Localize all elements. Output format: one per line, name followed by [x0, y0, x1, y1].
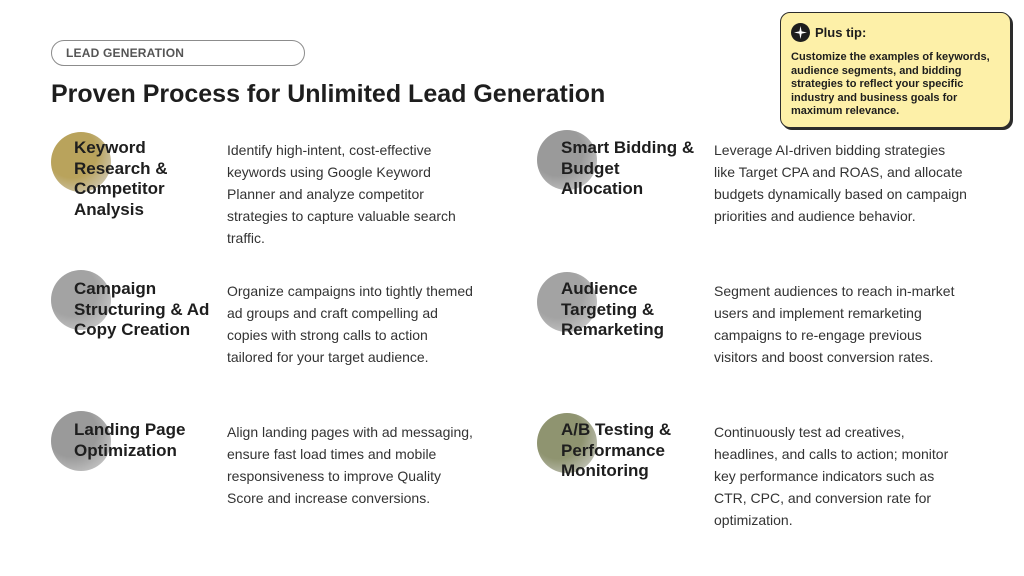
step-description: Segment audiences to reach in-market users and implement remarketing campaigns to re-engage previous visitors and boost conversion rates. [714, 283, 955, 365]
plus-tip-callout [780, 12, 1011, 128]
sparkle-icon [791, 23, 810, 42]
step-description: Identify high-intent, cost-effective keywords using Google Keyword Planner and analyze competitor strategies to capture valuable search traffic. [227, 142, 456, 246]
step-description: Leverage AI-driven bidding strategies like Target CPA and ROAS, and allocate budgets dynamically based on campaign priorities and audience behavior. [714, 142, 967, 224]
section-badge: LEAD GENERATION [51, 40, 305, 66]
tip-label: Plus tip: [815, 25, 867, 40]
step-title: Smart Bidding & Budget Allocation [561, 138, 695, 198]
step-description: Continuously test ad creatives, headlines, and calls to action; monitor key performance indicators such as CTR, CPC, and conversion rate for optimization. [714, 424, 949, 528]
step-title: Landing Page Optimization [74, 420, 186, 460]
step-description: Organize campaigns into tightly themed ad groups and craft compelling ad copies with strong calls to action tailored for your target audience. [227, 283, 473, 365]
tip-header [791, 23, 1000, 42]
step-description: Align landing pages with ad messaging, ensure fast load times and mobile responsiveness to improve Quality Score and increase conversions. [227, 424, 473, 506]
step-title: A/B Testing & Performance Monitoring [561, 420, 672, 480]
step-title: Keyword Research & Competitor Analysis [74, 138, 168, 219]
tip-text: Customize the examples of keywords, audience segments, and bidding strategies to reflect your specific industry and business goals for maximum relevance. [791, 51, 990, 117]
page-title: Proven Process for Unlimited Lead Generation [51, 80, 606, 108]
step-title: Campaign Structuring & Ad Copy Creation [74, 279, 210, 339]
step-title: Audience Targeting & Remarketing [561, 279, 664, 339]
